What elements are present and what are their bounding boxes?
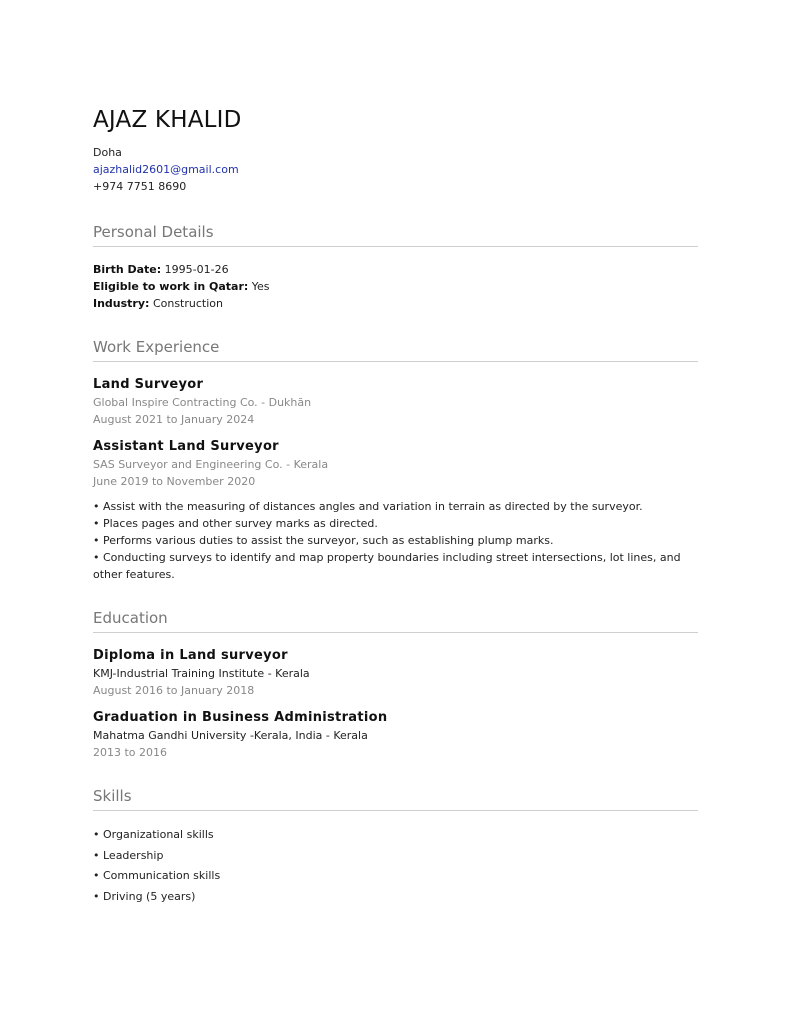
skills-section xyxy=(93,786,698,907)
education-section xyxy=(93,608,698,761)
job-title: Assistant Land Surveyor xyxy=(93,439,279,454)
job-company: Global Inspire Contracting Co. - Dukhān xyxy=(93,396,312,409)
job-entry xyxy=(93,376,698,428)
school-name: Mahatma Gandhi University -Kerala, India - Kerala xyxy=(93,729,368,742)
industry-value: Construction xyxy=(152,297,223,310)
degree-title: Graduation in Business Administration xyxy=(93,710,388,725)
school-name: KMJ-Industrial Training Institute - Kerala xyxy=(93,667,310,680)
contact-city: Doha xyxy=(93,146,122,159)
eligibility-row xyxy=(93,278,698,295)
section-title-education: Education xyxy=(93,608,698,633)
job-duty-item: • Assist with the measuring of distances angles and variation in terrain as directed by the surveyor. xyxy=(93,500,643,513)
birth-date-row xyxy=(93,261,698,278)
job-title: Land Surveyor xyxy=(93,377,204,392)
industry-row xyxy=(93,295,698,312)
resume-page xyxy=(93,106,698,907)
job-duty-item: • Performs various duties to assist the surveyor, such as establishing plump marks. xyxy=(93,534,554,547)
job-company: SAS Surveyor and Engineering Co. - Kerala xyxy=(93,458,329,471)
skill-item: • Communication skills xyxy=(93,869,221,882)
birth-date-label: Birth Date: xyxy=(93,263,162,276)
job-dates: August 2021 to January 2024 xyxy=(93,413,255,426)
education-entry xyxy=(93,647,698,699)
education-dates: 2013 to 2016 xyxy=(93,746,168,759)
personal-details-section xyxy=(93,222,698,312)
contact-email-link[interactable]: ajazhalid2601@gmail.com xyxy=(93,163,239,176)
job-entry xyxy=(93,438,698,583)
skill-item: • Leadership xyxy=(93,848,164,862)
section-title-work: Work Experience xyxy=(93,337,698,362)
work-experience-section xyxy=(93,337,698,583)
industry-label: Industry: xyxy=(93,297,150,310)
birth-date-value: 1995-01-26 xyxy=(164,263,229,276)
job-duty-item: • Places pages and other survey marks as directed. xyxy=(93,517,378,530)
education-dates: August 2016 to January 2018 xyxy=(93,684,255,697)
job-duty-item: • Conducting surveys to identify and map property boundaries including street intersections, lot lines, and other features. xyxy=(93,551,681,581)
skill-item: • Driving (5 years) xyxy=(93,889,196,903)
section-title-personal: Personal Details xyxy=(93,222,698,247)
eligibility-label: Eligible to work in Qatar: xyxy=(93,280,249,293)
skill-item: • Organizational skills xyxy=(93,828,214,841)
candidate-name: AJAZ KHALID xyxy=(93,107,242,133)
job-duties-list xyxy=(93,498,698,583)
degree-title: Diploma in Land surveyor xyxy=(93,648,288,663)
job-dates: June 2019 to November 2020 xyxy=(93,475,256,488)
eligibility-value: Yes xyxy=(251,280,270,293)
contact-phone: +974 7751 8690 xyxy=(93,180,187,193)
section-title-skills: Skills xyxy=(93,786,698,811)
education-entry xyxy=(93,709,698,761)
